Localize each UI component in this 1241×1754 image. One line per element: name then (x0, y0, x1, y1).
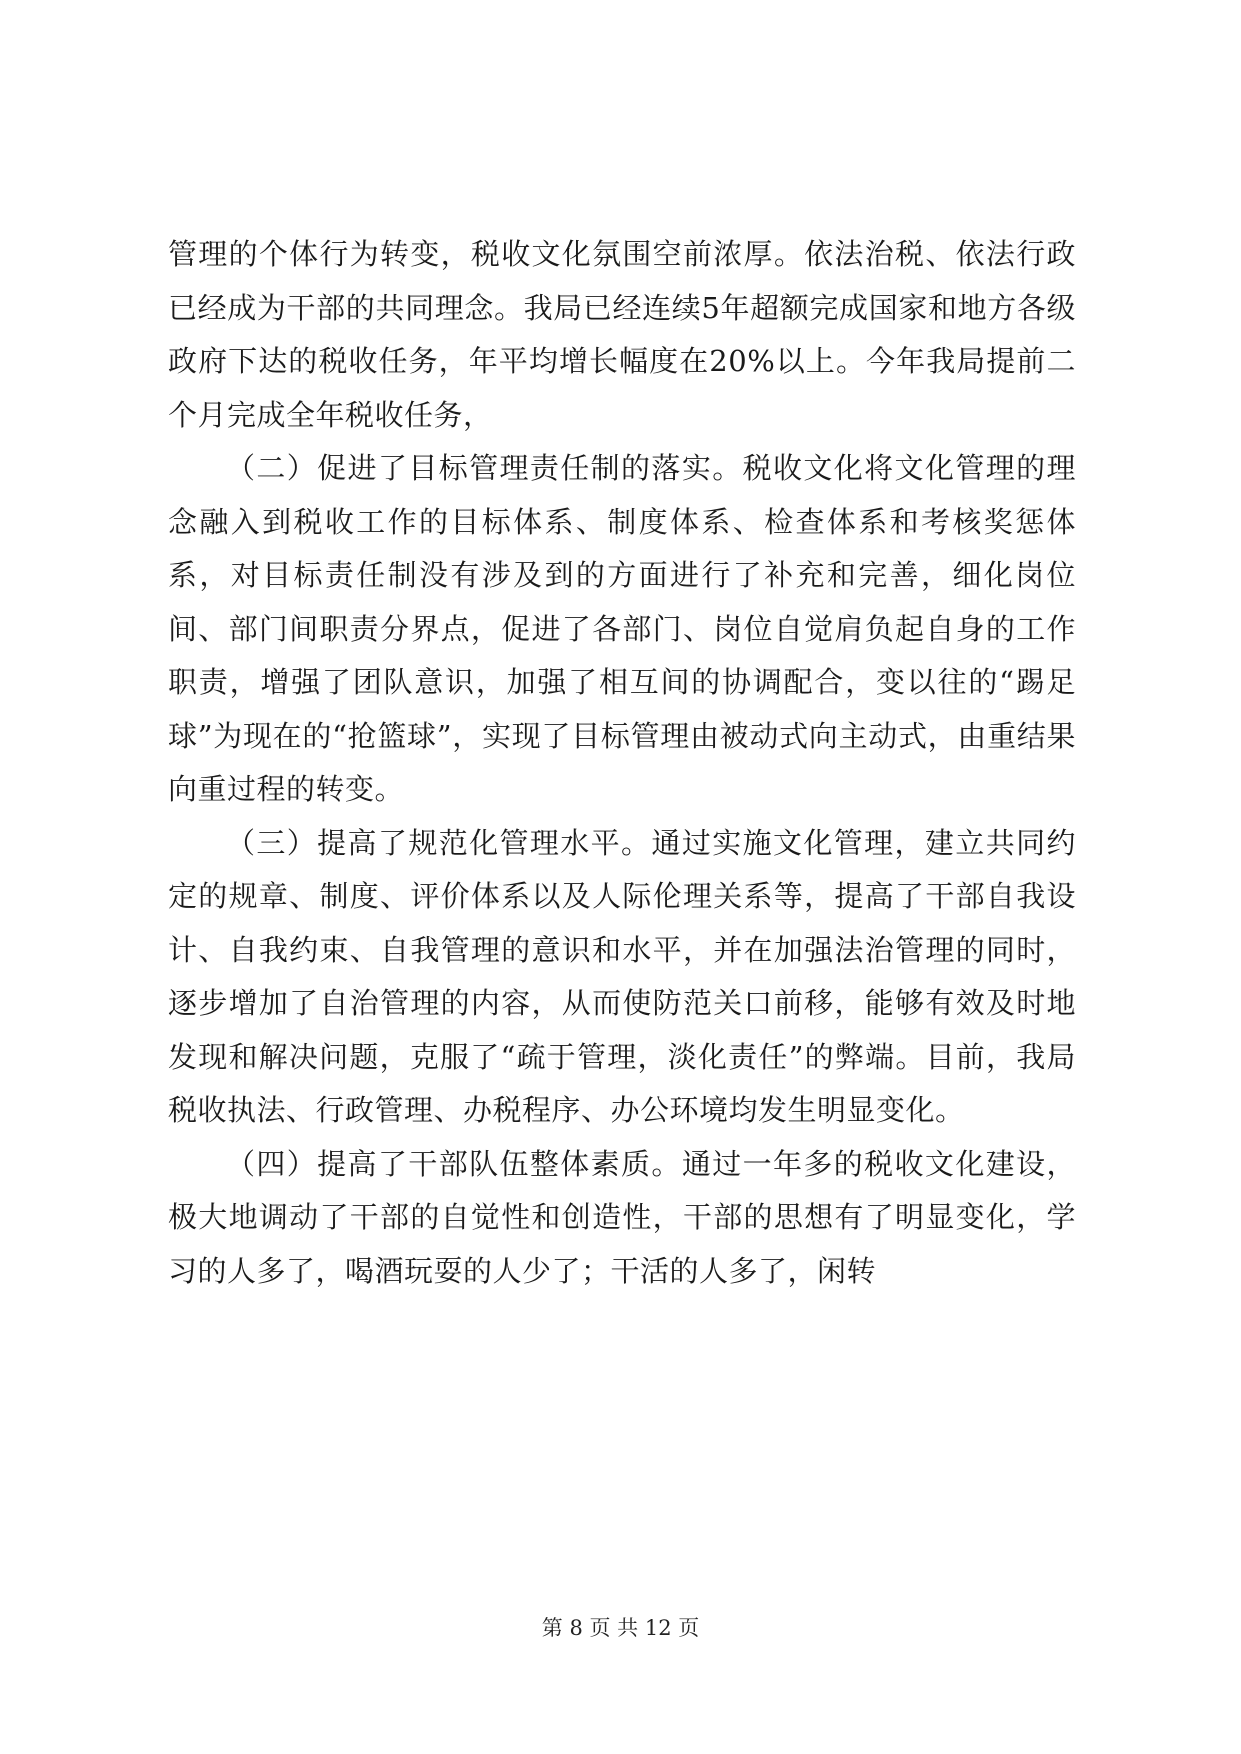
document-body (168, 228, 1076, 1298)
paragraph-4: （四）提高了干部队伍整体素质。通过一年多的税收文化建设，极大地调动了干部的自觉性和创造性，干部的思想有了明显变化，学习的人多了，喝酒玩耍的人少了；干活的人多了，闲转 (168, 1146, 1076, 1288)
page-number-footer: 第 8 页 共 12 页 (541, 1616, 700, 1640)
paragraph-1: 管理的个体行为转变，税收文化氛围空前浓厚。依法治税、依法行政已经成为干部的共同理念。我局已经连续5年超额完成国家和地方各级政府下达的税收任务，年平均增长幅度在20%以上。今年我局提前二个月完成全年税收任务， (168, 237, 1076, 432)
paragraph-3: （三）提高了规范化管理水平。通过实施文化管理，建立共同约定的规章、制度、评价体系以及人际伦理关系等，提高了干部自我设计、自我约束、自我管理的意识和水平，并在加强法治管理的同时，逐步增加了自治管理的内容，从而使防范关口前移，能够有效及时地发现和解决问题，克服了“疏于管理，淡化责任”的弊端。目前，我局税收执法、行政管理、办税程序、办公环境均发生明显变化。 (168, 825, 1076, 1127)
paragraph-2: （二）促进了目标管理责任制的落实。税收文化将文化管理的理念融入到税收工作的目标体系、制度体系、检查体系和考核奖惩体系，对目标责任制没有涉及到的方面进行了补充和完善，细化岗位间、部门间职责分界点，促进了各部门、岗位自觉肩负起自身的工作职责，增强了团队意识，加强了相互间的协调配合，变以往的“踢足球”为现在的“抢篮球”，实现了目标管理由被动式向主动式，由重结果向重过程的转变。 (168, 451, 1076, 806)
